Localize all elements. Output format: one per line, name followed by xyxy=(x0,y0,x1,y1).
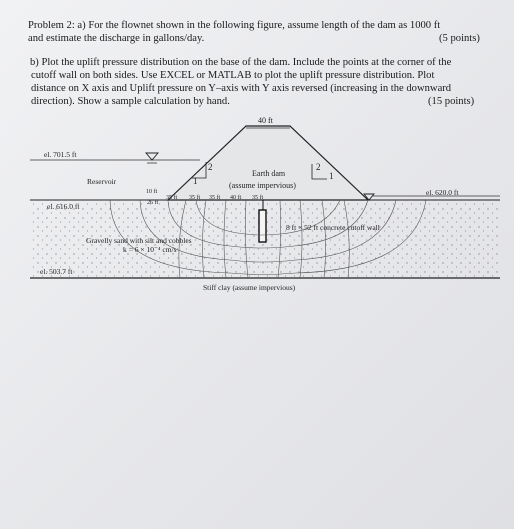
dim-3: 35 ft xyxy=(209,195,221,201)
slope-left-vertical: 2 xyxy=(208,162,213,172)
water-level-icon xyxy=(146,153,158,160)
part-a-points: (5 points) xyxy=(439,33,480,44)
part-b-line-4: direction). Show a sample calculation by hand. xyxy=(31,96,230,107)
clay-label: Stiff clay (assume impervious) xyxy=(203,283,296,292)
concrete-cutoff-wall xyxy=(259,210,266,242)
slope-right-vertical: 2 xyxy=(316,162,321,172)
reservoir-label: Reservoir xyxy=(87,177,117,186)
slope-right-horizontal: 1 xyxy=(329,171,334,181)
dim-4: 40 ft xyxy=(230,195,242,201)
el-base-label: el. 616.0 ft xyxy=(47,202,80,211)
el-water-label: el. 701.5 ft xyxy=(44,150,77,159)
dim-10ft: 10 ft xyxy=(146,189,158,195)
el-tailwater-label: el. 620.0 ft xyxy=(426,188,459,197)
part-a-line-1: Problem 2: a) For the flownet shown in the following figure, assume length of the dam as 1000 ft xyxy=(28,20,441,31)
dam-label: Earth dam xyxy=(252,169,286,178)
cutoff-label: 8 ft × 52 ft concrete cutoff wall xyxy=(286,223,380,232)
soil-label: Gravelly sand with silt and cobbles xyxy=(86,236,192,245)
dim-26ft: 26 ft xyxy=(147,200,159,206)
part-b-line-1: b) Plot the uplift pressure distribution on the base of the dam. Include the points at the corner of the xyxy=(30,57,452,68)
dim-1: 35 ft xyxy=(166,195,178,201)
part-a-line-2: and estimate the discharge in gallons/day. xyxy=(28,33,205,44)
el-bottom-label: el. 503.7 ft xyxy=(40,267,73,276)
part-b-line-2: cutoff wall on both sides. Use EXCEL or MATLAB to plot the uplift pressure distribution. Plot xyxy=(31,70,435,81)
permeability-label: k = 6 × 10⁻⁴ cm/s xyxy=(123,245,177,254)
slope-left-horizontal: 1 xyxy=(193,176,198,186)
part-b-line-3: distance on X axis and Uplift pressure on Y–axis with Y axis reversed (increasing in the downward xyxy=(31,83,452,94)
top-width-label: 40 ft xyxy=(258,116,273,125)
dam-sublabel: (assume impervious) xyxy=(229,181,296,190)
dim-2: 35 ft xyxy=(189,195,201,201)
dim-5: 35 ft xyxy=(252,195,264,201)
part-b-points: (15 points) xyxy=(428,96,475,107)
